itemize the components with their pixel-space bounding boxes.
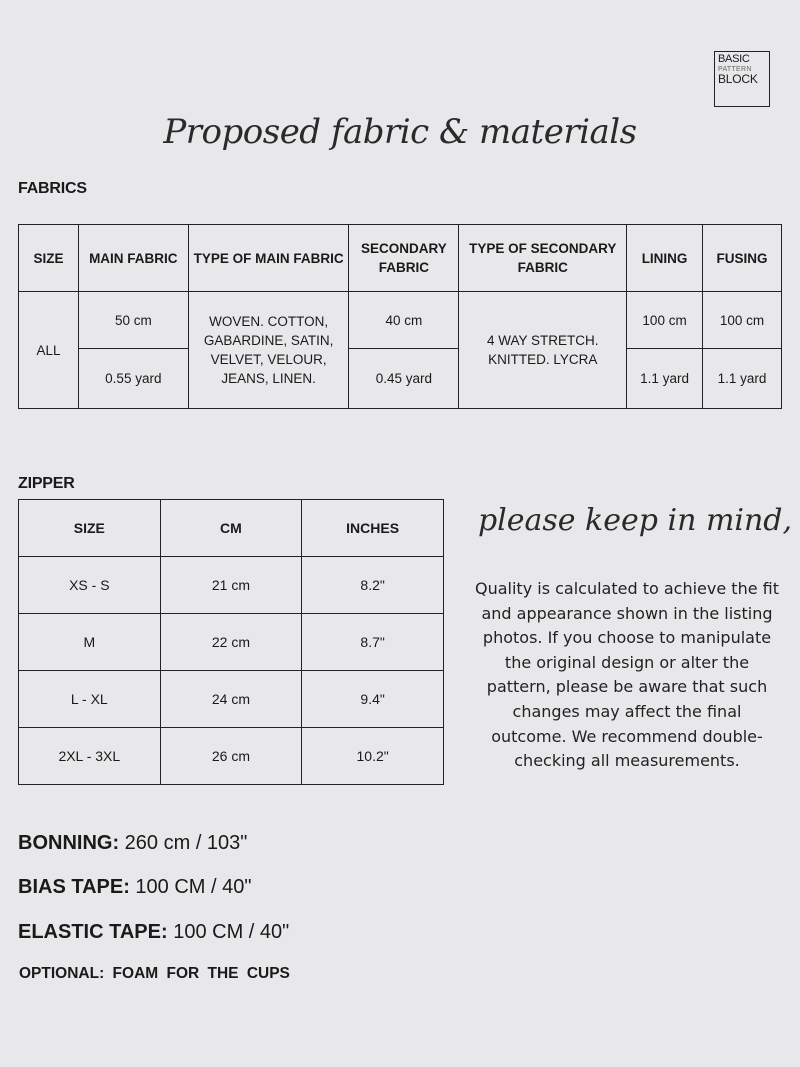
elastic-tape-label: ELASTIC TAPE: bbox=[18, 921, 168, 943]
keep-in-mind-text: Quality is calculated to achieve the fit and appearance shown in the listing photos. If you choose to manipulate the original design or alter the pattern, please be aware that such changes may affect the final outcome. We recommend double-checking all measurements. bbox=[475, 579, 779, 771]
cell-secondary-yard: 0.45 yard bbox=[349, 349, 459, 409]
header-lining: LINING bbox=[627, 225, 703, 292]
zipper-cm: 21 cm bbox=[160, 557, 302, 614]
header-secondary-fabric: SECONDARY FABRIC bbox=[349, 225, 459, 292]
table-row bbox=[19, 671, 444, 728]
table-row bbox=[19, 557, 444, 614]
bonning-line bbox=[18, 832, 247, 855]
zipper-cm: 24 cm bbox=[160, 671, 302, 728]
zipper-size: L - XL bbox=[19, 671, 161, 728]
page-title: Proposed fabric & materials bbox=[163, 112, 637, 152]
bias-tape-value: 100 CM / 40" bbox=[135, 876, 252, 898]
cell-main-cm: 50 cm bbox=[78, 292, 188, 349]
zipper-section-label: ZIPPER bbox=[18, 475, 75, 492]
keep-in-mind-heading: please keep in mind, bbox=[477, 503, 793, 538]
cell-lining-cm: 100 cm bbox=[627, 292, 703, 349]
zipper-inches: 9.4" bbox=[302, 671, 444, 728]
zipper-cm: 26 cm bbox=[160, 728, 302, 785]
bonning-value: 260 cm / 103" bbox=[124, 832, 248, 854]
zipper-header-size: SIZE bbox=[19, 500, 161, 557]
logo-line-pattern: PATTERN bbox=[718, 66, 752, 73]
zipper-inches: 8.7" bbox=[302, 614, 444, 671]
logo-line-block: BLOCK bbox=[718, 72, 758, 86]
cell-main-yard: 0.55 yard bbox=[78, 349, 188, 409]
cell-secondary-type: 4 WAY STRETCH. KNITTED. LYCRA bbox=[459, 292, 627, 409]
cell-fusing-cm: 100 cm bbox=[703, 292, 782, 349]
cell-secondary-cm: 40 cm bbox=[349, 292, 459, 349]
bonning-label: BONNING: bbox=[18, 832, 120, 854]
elastic-tape-line bbox=[18, 921, 289, 944]
header-fusing: FUSING bbox=[703, 225, 782, 292]
cell-fusing-yard: 1.1 yard bbox=[703, 349, 782, 409]
bias-tape-label: BIAS TAPE: bbox=[18, 876, 130, 898]
zipper-header-cm: CM bbox=[160, 500, 302, 557]
brand-logo bbox=[714, 51, 770, 107]
zipper-header-inches: INCHES bbox=[302, 500, 444, 557]
cell-lining-yard: 1.1 yard bbox=[627, 349, 703, 409]
header-type-of-main-fabric: TYPE OF MAIN FABRIC bbox=[188, 225, 349, 292]
table-row bbox=[19, 728, 444, 785]
fabrics-table bbox=[18, 224, 782, 409]
header-type-of-secondary-fabric: TYPE OF SECONDARY FABRIC bbox=[459, 225, 627, 292]
cell-main-type: WOVEN. COTTON, GABARDINE, SATIN, VELVET, VELOUR, JEANS, LINEN. bbox=[188, 292, 349, 409]
table-row bbox=[19, 614, 444, 671]
fabrics-section-label: FABRICS bbox=[18, 180, 87, 197]
zipper-inches: 8.2" bbox=[302, 557, 444, 614]
zipper-cm: 22 cm bbox=[160, 614, 302, 671]
bias-tape-line bbox=[18, 876, 251, 899]
zipper-inches: 10.2" bbox=[302, 728, 444, 785]
zipper-size: XS - S bbox=[19, 557, 161, 614]
cell-size: ALL bbox=[19, 292, 79, 409]
zipper-table bbox=[18, 499, 444, 785]
zipper-size: 2XL - 3XL bbox=[19, 728, 161, 785]
logo-line-basic: BASIC bbox=[718, 53, 750, 65]
zipper-size: M bbox=[19, 614, 161, 671]
header-main-fabric: MAIN FABRIC bbox=[78, 225, 188, 292]
header-size: SIZE bbox=[19, 225, 79, 292]
optional-foam-note: OPTIONAL: FOAM FOR THE CUPS bbox=[19, 965, 290, 982]
elastic-tape-value: 100 CM / 40" bbox=[173, 921, 290, 943]
